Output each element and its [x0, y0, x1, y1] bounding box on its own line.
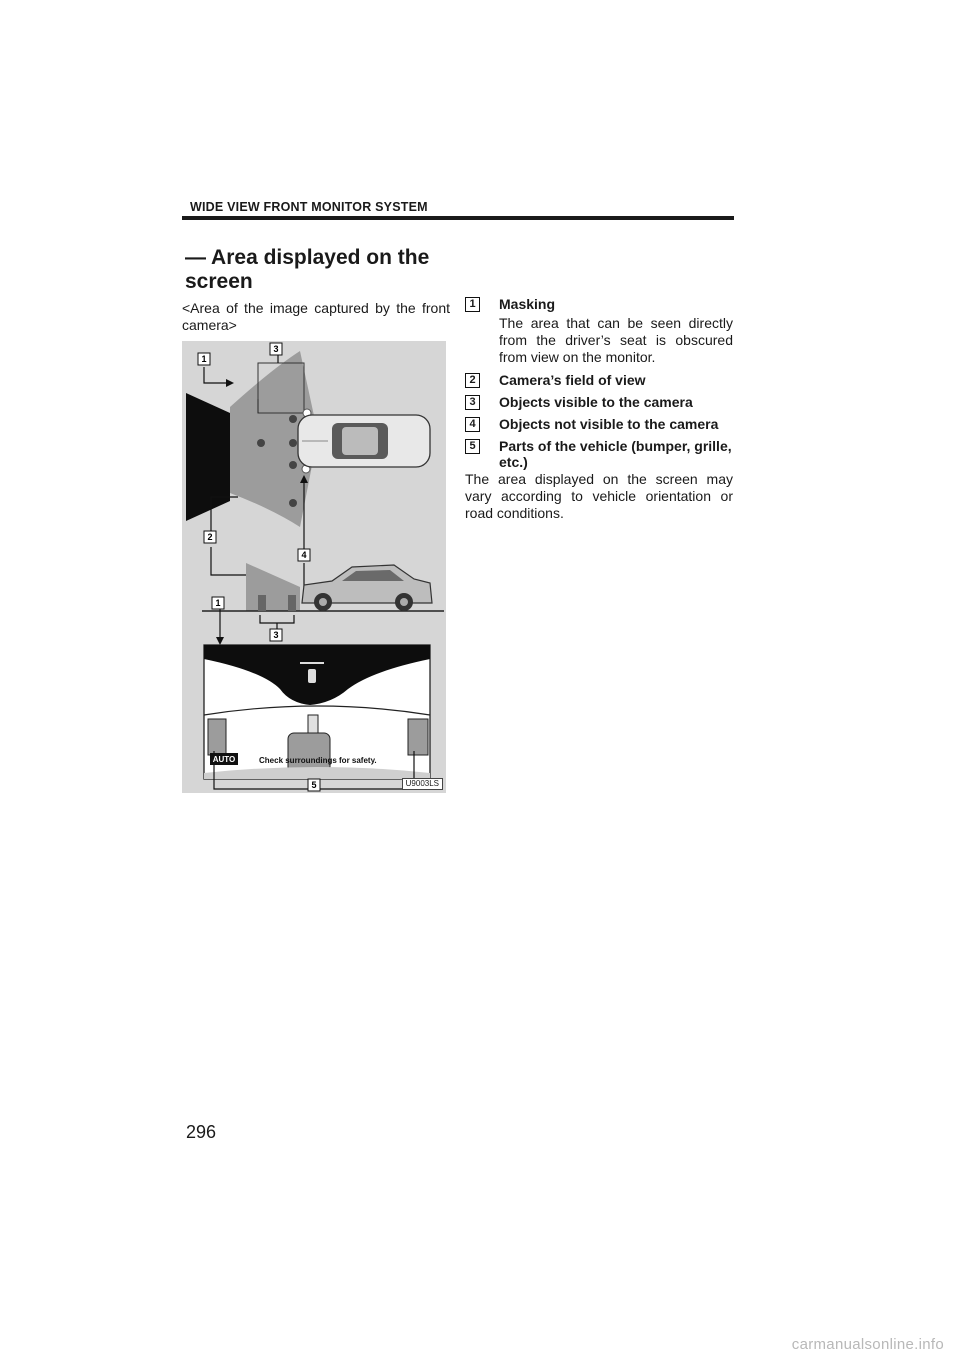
note-paragraph: The area displayed on the screen may vary according to vehicle orientation or road conditions.	[465, 471, 733, 521]
legend-item-masking	[465, 296, 733, 366]
legend-number: 4	[465, 417, 480, 432]
legend-list	[465, 296, 733, 476]
legend-number: 2	[465, 373, 480, 388]
pole-marker	[289, 415, 297, 423]
bracket-3	[260, 615, 294, 623]
leader-line-2b	[211, 547, 248, 575]
callout-4: 4	[301, 550, 307, 560]
legend-label: Objects not visible to the camera	[499, 416, 719, 432]
legend-description: The area that can be seen directly from the driver’s seat is obscured from view on the monitor.	[499, 315, 733, 365]
cylinder-obstacle	[408, 719, 428, 755]
pole-marker	[289, 439, 297, 447]
legend-item-vehicle-parts	[465, 438, 733, 470]
leader-line-1	[204, 367, 226, 383]
section-title: — Area displayed on the screen	[185, 246, 430, 293]
figure-caption: <Area of the image captured by the front camera>	[182, 300, 450, 333]
header-rule	[182, 216, 734, 220]
car-side-view	[302, 565, 432, 611]
footer-watermark: carmanualsonline.info	[791, 1336, 944, 1353]
car-icon	[308, 669, 316, 683]
pole-side	[288, 595, 296, 611]
cylinder-obstacle	[208, 719, 226, 755]
callout-5: 5	[311, 780, 317, 790]
legend-number: 5	[465, 439, 480, 454]
legend-label: Objects visible to the camera	[499, 394, 693, 410]
legend-item-visible-objects	[465, 394, 733, 410]
pole-marker	[257, 439, 265, 447]
figure-id: U9003LS	[402, 778, 443, 790]
legend-number: 3	[465, 395, 480, 410]
illustration-svg	[182, 341, 446, 793]
callout-3-top: 3	[273, 344, 279, 354]
legend-item-field-of-view	[465, 372, 733, 388]
car-top-view	[298, 415, 430, 467]
legend-item-hidden-objects	[465, 416, 733, 432]
masking-area-top	[186, 393, 230, 521]
legend-label: Masking	[499, 296, 556, 312]
pole-marker	[289, 499, 297, 507]
callout-1-top: 1	[201, 354, 207, 364]
screen-message: Check surroundings for safety.	[259, 756, 377, 765]
legend-label: Camera’s field of view	[499, 372, 646, 388]
legend-label: Parts of the vehicle (bumper, grille, etc.)	[499, 438, 732, 470]
pole-marker	[289, 461, 297, 469]
camera-area-illustration	[182, 341, 446, 793]
callout-1-side: 1	[215, 598, 221, 608]
pole-side	[258, 595, 266, 611]
callout-3-side: 3	[273, 630, 279, 640]
auto-badge-label: AUTO	[212, 755, 236, 764]
page-number: 296	[186, 1122, 217, 1142]
legend-number: 1	[465, 297, 480, 312]
running-header: WIDE VIEW FRONT MONITOR SYSTEM	[190, 200, 428, 214]
callout-2: 2	[207, 532, 213, 542]
